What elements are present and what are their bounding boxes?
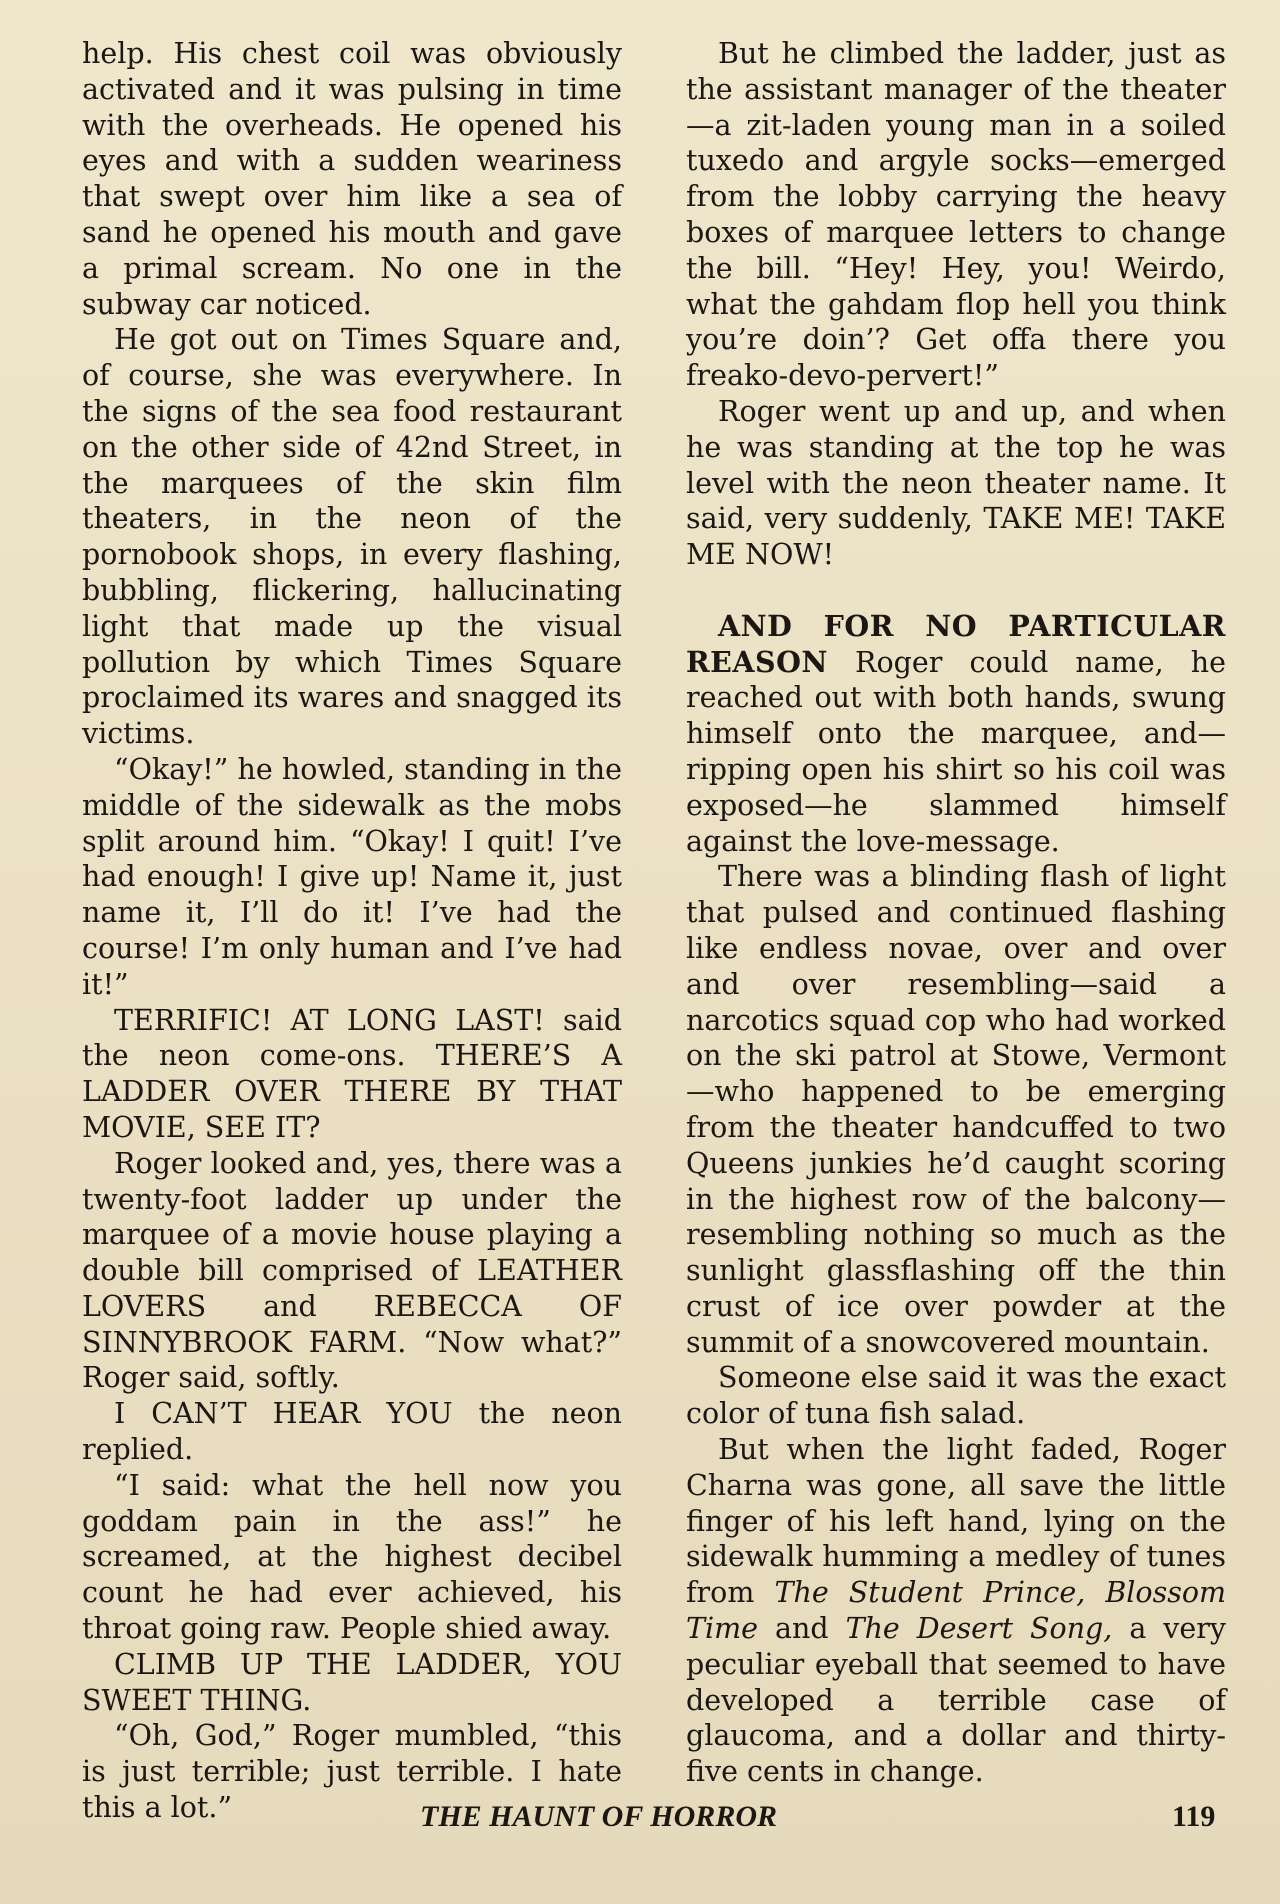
page-footer [0,1800,1280,1840]
paragraph [686,1432,1226,1790]
paragraph: Roger looked and, yes, there was a twenty-foot ladder up under the marquee of a movie house playing a double bill comprised of LEATHER LOVERS and REBECCA OF SINNYBROOK FARM. “Now what?” Roger said, softly. [82,1146,622,1395]
paragraph: But he climbed the ladder, just as the assistant manager of the theater—a zit-laden young man in a soiled tuxedo and argyle socks—emerged from the lobby carrying the heavy boxes of marquee letters to change the bill. “Hey! Hey, you! Weirdo, what the gahdam flop hell you think you’re doin’? Get offa there you freako-devo-pervert!” [686,37,1226,393]
section-break-paragraph [686,609,1226,860]
paragraph: “Okay!” he howled, standing in the middle of the sidewalk as the mobs split around him. “Okay! I quit! I’ve had enough! I give up! Name it, just name it, I’ll do it! I’ve had the course! I’m only human and I’ve had it!” [82,752,622,1001]
paragraph: He got out on Times Square and, of course, she was everywhere. In the signs of the sea food restaurant on the other side of 42nd Street, in the marquees of the skin film theaters, in the neon of the pornobook shops, in every flashing, bubbling, flickering, hallucinating light that made up the visual pollution by which Times Square proclaimed its wares and snagged its victims. [82,323,622,751]
paragraph-text: Roger could name, he reached out with both hands, swung himself onto the marquee, and—ripping open his shirt so his coil was exposed—he slammed himself against the love-message. [686,645,1226,858]
paragraph: TERRIFIC! AT LONG LAST! said the neon come-ons. THERE’S A LADDER OVER THERE BY THAT MOVIE, SEE IT? [82,1003,622,1144]
paragraph-text: and [758,1612,846,1646]
paragraph: “I said: what the hell now you goddam pain in the ass!” he screamed, at the highest decibel count he had ever achieved, his throat going raw. People shied away. [82,1468,622,1646]
paragraph: Roger went up and up, and when he was standing at the top he was level with the neon theater name. It said, very suddenly, TAKE ME! TAKE ME NOW! [686,394,1226,572]
paragraph: I CAN’T HEAR YOU the neon replied. [82,1397,622,1467]
song-title: The Student Prince, Blossom Time [686,1576,1227,1646]
paragraph: Someone else said it was the exact color of tuna fish salad. [686,1361,1226,1431]
left-column [82,36,622,1826]
paragraph: help. His chest coil was obviously activated and it was pulsing in time with the overheads. He opened his eyes and with a sudden weariness that swept over him like a sea of sand he opened his mouth and gave a primal scream. No one in the subway car noticed. [82,37,622,321]
paragraph: CLIMB UP THE LADDER, YOU SWEET THING. [82,1647,622,1717]
song-title: The Desert Song, [845,1612,1113,1646]
magazine-title: THE HAUNT OF HORROR [420,1800,777,1833]
paragraph: “Oh, God,” Roger mumbled, “this is just terrible; just terrible. I hate this a lot.” [82,1719,622,1825]
paragraph-text: a very peculiar eyeball that seemed to have developed a terrible case of glaucoma, and a dollar and thirty-five cents in change. [686,1612,1226,1789]
right-column [686,36,1226,1790]
page-number: 119 [1172,1800,1216,1833]
paragraph: There was a blinding flash of light that pulsed and continued flashing like endless novae, over and over and over resembling—said a narcotics squad cop who had worked on the ski patrol at Stowe, Vermont—who happened to be emerging from the theater handcuffed to two Queens junkies he’d caught scoring in the highest row of the balcony—resembling nothing so much as the sunlight glassflashing off the thin crust of ice over powder at the summit of a snowcovered mountain. [686,860,1226,1359]
section-lead-in: AND FOR NO PARTICULAR REASON [686,608,1226,679]
paragraph-text: But when the light faded, Roger Charna was gone, all save the little finger of his left hand, lying on the sidewalk humming a medley of tunes from [686,1433,1226,1610]
